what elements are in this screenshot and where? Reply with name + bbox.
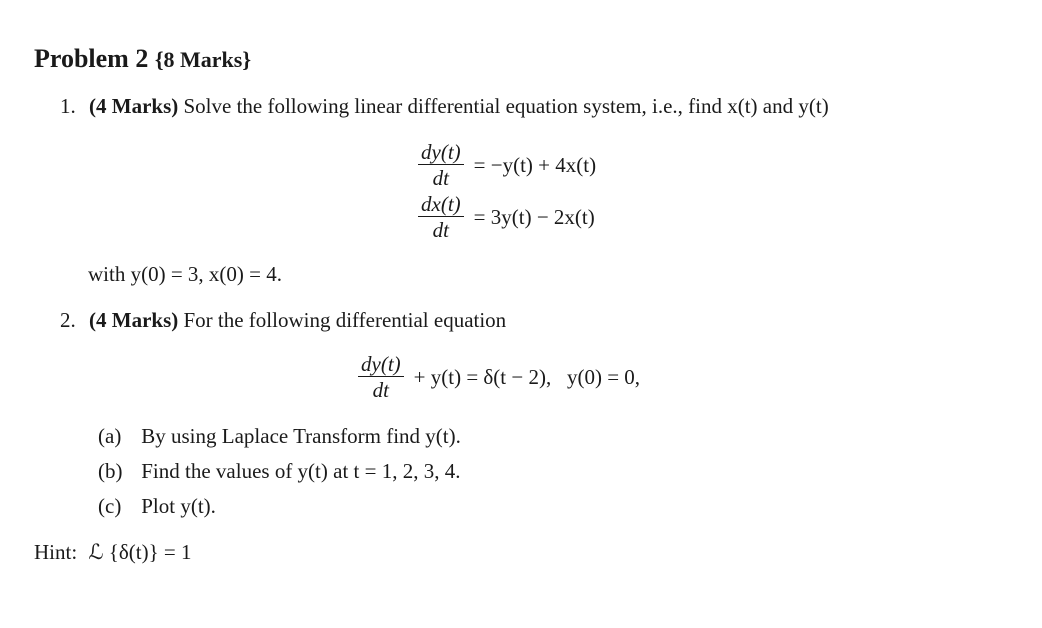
equation-2-numerator: dx(t) bbox=[421, 192, 461, 216]
hint-label: Hint: bbox=[34, 540, 78, 564]
question-1-marks: (4 Marks) bbox=[89, 94, 179, 118]
equation-2-rhs: = 3y(t) − 2x(t) bbox=[473, 205, 595, 230]
question-2-text: For the following differential equation bbox=[183, 308, 507, 332]
problem-title bbox=[34, 44, 251, 74]
sub-question-text: By using Laplace Transform find y(t). bbox=[141, 424, 461, 448]
sub-question-b bbox=[98, 459, 460, 484]
equation-3-numerator: dy(t) bbox=[361, 352, 401, 376]
question-1-text: Solve the following linear differential equation system, i.e., find x(t) and y(t) bbox=[183, 94, 829, 118]
equation-1 bbox=[418, 140, 596, 191]
question-2-marks: (4 Marks) bbox=[89, 308, 179, 332]
equation-3 bbox=[358, 352, 640, 403]
question-1-prompt bbox=[60, 94, 829, 119]
equation-1-numerator: dy(t) bbox=[421, 140, 461, 164]
equation-3-rhs: + y(t) = δ(t − 2), y(0) = 0, bbox=[413, 365, 641, 390]
question-2-number: 2. bbox=[60, 308, 76, 332]
sub-question-label: (a) bbox=[98, 424, 122, 448]
sub-question-a bbox=[98, 424, 461, 449]
question-1-number: 1. bbox=[60, 94, 76, 118]
equation-2-fraction bbox=[418, 192, 464, 243]
sub-question-c bbox=[98, 494, 216, 519]
sub-question-text: Plot y(t). bbox=[141, 494, 216, 518]
question-2-prompt bbox=[60, 308, 506, 333]
equation-3-denominator: dt bbox=[372, 378, 389, 403]
sub-question-label: (c) bbox=[98, 494, 122, 518]
equation-1-denominator: dt bbox=[432, 166, 449, 191]
problem-heading: Problem 2 bbox=[34, 44, 149, 73]
sub-question-text: Find the values of y(t) at t = 1, 2, 3, 4. bbox=[141, 459, 461, 483]
equation-3-fraction bbox=[358, 352, 404, 403]
equation-1-fraction bbox=[418, 140, 464, 191]
equation-2 bbox=[418, 192, 595, 243]
problem-total-marks: {8 Marks} bbox=[154, 47, 252, 72]
equation-1-rhs: = −y(t) + 4x(t) bbox=[473, 153, 597, 178]
equation-2-denominator: dt bbox=[432, 218, 449, 243]
initial-conditions: with y(0) = 3, x(0) = 4. bbox=[88, 262, 282, 286]
hint bbox=[34, 540, 192, 565]
sub-question-label: (b) bbox=[98, 459, 123, 483]
hint-text: ℒ {δ(t)} = 1 bbox=[88, 540, 192, 564]
